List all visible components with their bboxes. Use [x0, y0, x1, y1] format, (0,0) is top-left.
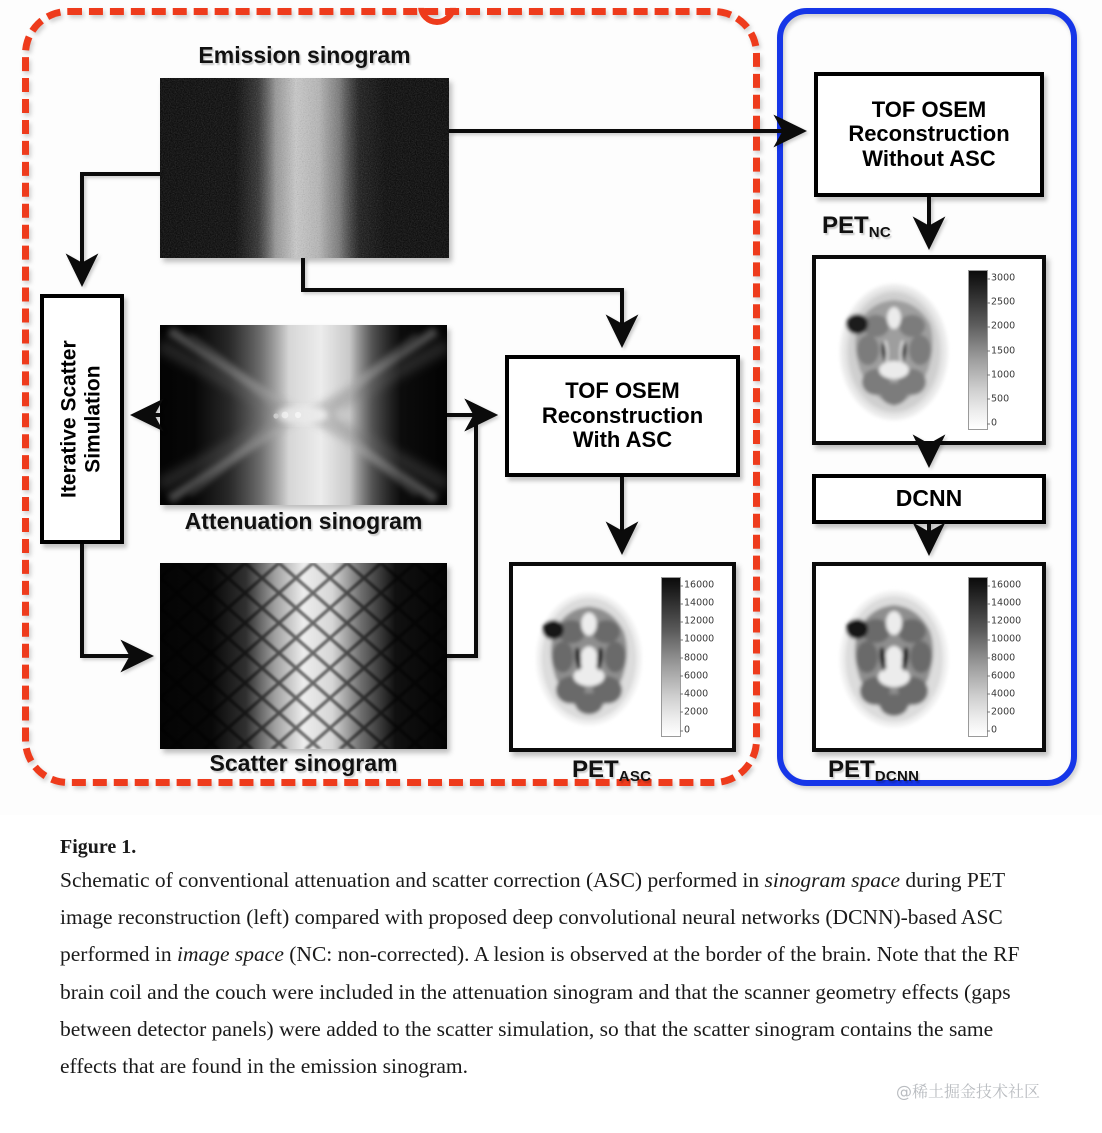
brain-slice-asc — [521, 573, 657, 741]
colorbar-tick-label: 2500 — [991, 296, 1016, 308]
colorbar-tick-label: 8000 — [991, 652, 1016, 663]
colorbar-tick-label: 4000 — [684, 688, 709, 700]
iterative-scatter-simulation-label: Iterative Scatter Simulation — [57, 340, 105, 498]
pet-dcnn-label: $PET_{DCNN}$ — [828, 756, 920, 785]
pet-asc-colorbar — [661, 577, 727, 737]
figure-caption — [60, 836, 1045, 1085]
colorbar-tick-label: 10000 — [684, 633, 715, 645]
colorbar-tick-label: 12000 — [684, 615, 715, 627]
tof-osem-with-asc-box[interactable] — [505, 355, 740, 477]
pet-nc-label: $PET_{NC}$ — [822, 212, 891, 241]
scatter-sinogram-label: Scatter sinogram — [209, 750, 398, 776]
dcnn-box[interactable] — [812, 474, 1046, 524]
pet-dcnn-colorbar — [968, 577, 1034, 737]
colorbar-tick-label: 4000 — [991, 688, 1016, 700]
pet-dcnn-image-panel — [812, 562, 1046, 752]
brain-slice-dcnn — [824, 573, 964, 741]
colorbar-tick-label: 1000 — [991, 369, 1016, 381]
emission-sinogram-label: Emission sinogram — [198, 42, 411, 68]
colorbar-tick-label: 3000 — [991, 272, 1016, 284]
colorbar-tick-label: 16000 — [684, 579, 715, 591]
caption-text: during PET image reconstruction (left) compared with proposed deep convolutional neural networks (DCNN)-based ASC performed in — [60, 868, 1005, 967]
iterative-scatter-simulation-box[interactable] — [40, 294, 124, 544]
tof-osem-without-asc-label: TOF OSEM Reconstruction Without ASC — [848, 96, 1010, 171]
caption-body — [60, 862, 1045, 1085]
pet-dcnn-colorbar-gradient — [968, 577, 988, 737]
caption-title: Figure 1. — [60, 836, 137, 858]
colorbar-tick-label: 8000 — [684, 652, 709, 663]
colorbar-tick-label: 10000 — [991, 633, 1022, 645]
pet-dcnn-colorbar-ticks — [988, 577, 1034, 737]
pet-asc-label: $PET_{ASC}$ — [572, 756, 652, 785]
tof-osem-without-asc-box[interactable] — [814, 72, 1044, 197]
scatter-sinogram-image — [160, 563, 447, 749]
pet-asc-colorbar-gradient — [661, 577, 681, 737]
colorbar-tick-label: 2000 — [684, 706, 709, 718]
colorbar-tick-label: 14000 — [991, 597, 1022, 609]
caption-text: Schematic of conventional attenuation and scatter correction (ASC) performed in — [60, 868, 765, 892]
pet-nc-colorbar-ticks — [988, 270, 1034, 430]
attenuation-sinogram-label: Attenuation sinogram — [184, 508, 423, 534]
pet-nc-colorbar — [968, 270, 1034, 430]
colorbar-tick-label: 0 — [991, 724, 998, 736]
pet-asc-colorbar-ticks — [681, 577, 727, 737]
pet-asc-image-panel — [509, 562, 736, 752]
caption-emphasis: sinogram space — [764, 868, 901, 892]
colorbar-tick-label: 12000 — [991, 615, 1022, 627]
colorbar-tick-label: 6000 — [684, 670, 709, 682]
pet-nc-image-panel — [812, 255, 1046, 445]
colorbar-tick-label: 0 — [684, 724, 691, 736]
caption-text: (NC: non-corrected). A lesion is observed at the border of the brain. Note that the RF brain coil and the couch were included in the attenuation sinogram and that the scanner geometry effects (gaps between detector panels) were added to the scatter simulation, so that the scatter sinogram contains the same effects that are found in the emission sinogram. — [60, 942, 1020, 1078]
watermark: @稀土掘金技术社区 — [896, 1082, 1041, 1101]
colorbar-tick-label: 14000 — [684, 597, 715, 609]
colorbar-tick-label: 2000 — [991, 706, 1016, 718]
dcnn-label: DCNN — [895, 485, 963, 512]
colorbar-tick-label: 6000 — [991, 670, 1016, 682]
colorbar-tick-label: 2000 — [991, 320, 1016, 332]
caption-emphasis: image space — [177, 942, 284, 967]
brain-slice-nc — [824, 266, 964, 434]
emission-sinogram-image — [160, 78, 449, 258]
colorbar-tick-label: 16000 — [991, 579, 1022, 591]
tof-osem-with-asc-label: TOF OSEM Reconstruction With ASC — [541, 378, 704, 453]
pet-nc-colorbar-gradient — [968, 270, 988, 430]
colorbar-tick-label: 0 — [991, 417, 998, 429]
colorbar-tick-label: 1500 — [991, 345, 1016, 356]
colorbar-tick-label: 500 — [991, 393, 1010, 405]
attenuation-sinogram-image — [160, 325, 447, 505]
